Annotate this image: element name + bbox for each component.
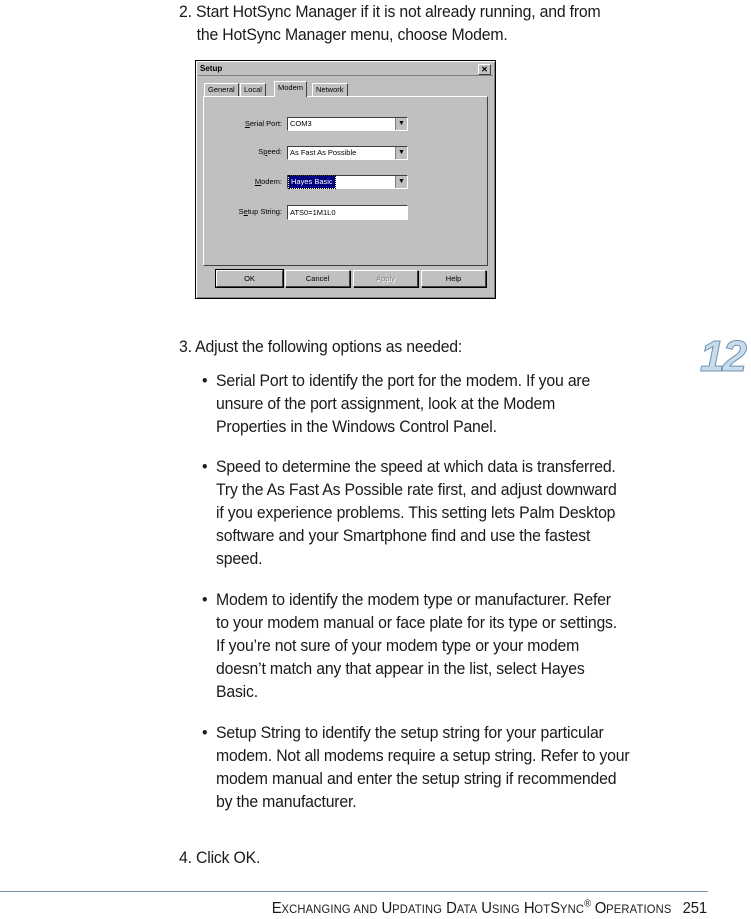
chevron-down-icon[interactable]: ▼ — [395, 118, 407, 130]
list-item-line: to your modem manual or face plate for its type or settings. — [216, 613, 617, 632]
bullet-dot: • — [202, 590, 208, 609]
cancel-button[interactable]: Cancel — [285, 270, 350, 287]
page-number: 251 — [682, 900, 707, 918]
list-item-line: Basic. — [216, 682, 258, 701]
list-item-line: Modem to identify the modem type or manufacturer. Refer — [216, 590, 611, 609]
chevron-down-icon[interactable]: ▼ — [395, 147, 407, 159]
list-item-line: unsure of the port assignment, look at the Modem — [216, 394, 556, 413]
list-item-line: speed. — [216, 549, 263, 568]
list-item-line: by the manufacturer. — [216, 792, 357, 811]
list-item-line: modem manual and enter the setup string if recommended — [216, 769, 617, 788]
speed-label: Speed: — [258, 147, 282, 156]
ok-button[interactable]: OK — [216, 270, 283, 287]
apply-button[interactable]: Apply — [353, 270, 418, 287]
dialog-title: Setup — [200, 64, 223, 73]
step-2-line-1: 2. Start HotSync Manager if it is not already running, and from — [179, 2, 601, 21]
list-item-line: Serial Port to identify the port for the modem. If you are — [216, 371, 591, 390]
bullet-dot: • — [202, 457, 208, 476]
setup-dialog — [195, 60, 496, 299]
list-item-line: If you’re not sure of your modem type or your modem — [216, 636, 580, 655]
list-item-line: Speed to determine the speed at which data is transferred. — [216, 457, 616, 476]
speed-select[interactable] — [287, 146, 408, 160]
chapter-number: 12 — [700, 332, 745, 381]
setup-string-input[interactable] — [287, 205, 408, 220]
serial-port-select[interactable] — [287, 117, 408, 131]
chevron-down-icon[interactable]: ▼ — [395, 176, 407, 188]
footer-title: EXCHANGING AND UPDATING DATA USING HOTSYNC® OPERATIONS — [271, 899, 672, 918]
list-item-line: if you experience problems. This setting lets Palm Desktop — [216, 503, 616, 522]
list-item-line: software and your Smartphone find and use the fastest — [216, 526, 591, 545]
step-4-text: 4. Click OK. — [179, 848, 261, 867]
list-item-line: doesn’t match any that appear in the list, select Hayes — [216, 659, 585, 678]
bullet-dot: • — [202, 371, 208, 390]
bullet-serial-port — [202, 369, 591, 438]
footer-divider — [0, 891, 708, 892]
tab-local[interactable]: Local — [240, 83, 266, 96]
bullet-modem — [202, 588, 617, 703]
step-2-line-2: the HotSync Manager menu, choose Modem. — [196, 25, 508, 44]
serial-port-value: COM3 — [290, 119, 312, 128]
modem-label: Modem: — [254, 177, 282, 186]
list-item-line: Properties in the Windows Control Panel. — [216, 417, 497, 436]
step-3-text: 3. Adjust the following options as needed: — [179, 337, 463, 356]
tab-network[interactable]: Network — [312, 83, 348, 96]
step-2-text — [179, 0, 601, 46]
modem-value: Hayes Basic — [291, 177, 333, 186]
setup-string-label: Setup String: — [238, 207, 282, 216]
dialog-titlebar — [198, 63, 493, 76]
bullet-speed — [202, 455, 617, 570]
running-footer — [272, 895, 707, 919]
setup-string-value: ATS0=1M1L0 — [290, 208, 336, 217]
tab-modem[interactable]: Modem — [274, 81, 307, 97]
modem-select[interactable] — [287, 175, 408, 189]
list-item-line: Setup String to identify the setup string for your particular — [216, 723, 604, 742]
speed-value: As Fast As Possible — [290, 148, 357, 157]
modem-panel — [203, 96, 488, 266]
bullet-dot: • — [202, 723, 208, 742]
tab-general[interactable]: General — [204, 83, 239, 96]
list-item-line: modem. Not all modems require a setup string. Refer to your — [216, 746, 630, 765]
close-icon[interactable]: ✕ — [478, 64, 491, 75]
help-button[interactable]: Help — [421, 270, 486, 287]
list-item-line: Try the As Fast As Possible rate first, and adjust downward — [216, 480, 617, 499]
serial-port-label: Serial Port: — [244, 119, 282, 128]
bullet-setup-string — [202, 721, 630, 813]
